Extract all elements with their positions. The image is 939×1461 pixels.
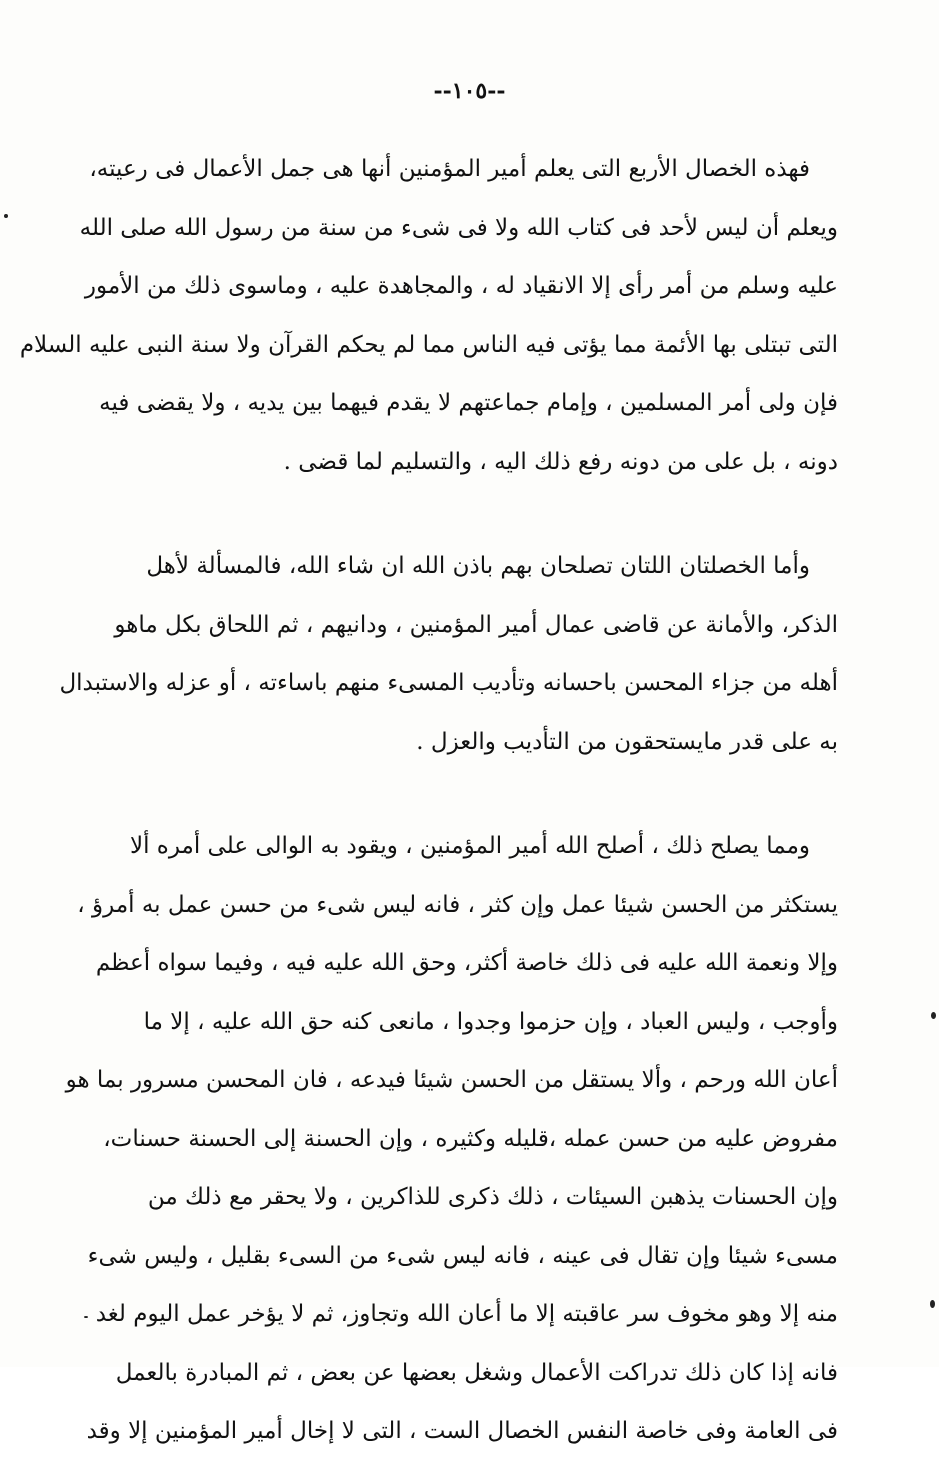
text-line: يستكثر من الحسن شيئا عمل وإن كثر ، فانه ليس شىء من حسن عمل به أمرؤ ،: [77, 891, 838, 918]
text-line: ويعلم أن ليس لأحد فى كتاب الله ولا فى شىء من سنة من رسول الله صلى الله: [79, 214, 838, 241]
text-line: مفروض عليه من حسن عمله ،قليله وكثيره ، وإن الحسنة إلى الحسنة حسنات،: [103, 1125, 838, 1152]
scan-speck: [930, 1300, 935, 1308]
paragraph-spacer: [200, 491, 838, 537]
text-line: عليه وسلم من أمر رأى إلا الانقياد له ، والمجاهدة عليه ، وماسوى ذلك من الأمور: [84, 273, 838, 299]
text-line: فإن ولى أمر المسلمين ، وإمام جماعتهم لا يقدم فيهما بين يديه ، ولا يقضى فيه: [99, 390, 838, 416]
text-line: التى تبتلى بها الأئمة مما يؤتى فيه الناس مما لم يحكم القرآن ولا سنة النبى عليه السلام: [19, 331, 838, 358]
text-line: وأما الخصلتان اللتان تصلحان بهم باذن الله ان شاء الله، فالمسألة لأهل: [146, 553, 810, 579]
body-text: [19, 140, 838, 1461]
text-line: فانه إذا كان ذلك تدراكت الأعمال وشغل بعضها عن بعض ، ثم المبادرة بالعمل: [115, 1359, 838, 1386]
text-line: منه إلا وهو مخوف سر عاقبته إلا ما أعان الله وتجاوز، ثم لا يؤخر عمل اليوم لغد: [95, 1301, 838, 1327]
text-line: الذكر، والأمانة عن قاضى عمال أمير المؤمنين ، ودانيهم ، ثم اللحاق بكل ماهو: [114, 611, 838, 638]
text-line: وأوجب ، وليس العباد ، وإن حزموا وجدوا ، مانعى كنه حق الله عليه ، إلا ما: [143, 1008, 838, 1035]
text-line: فى العامة وفى خاصة النفس الخصال الست ، التى لا إخال أمير المؤمنين إلا وقد: [86, 1418, 838, 1444]
text-line: ومما يصلح ذلك ، أصلح الله أمير المؤمنين ، ويقود به الوالى على أمره ألا: [129, 833, 810, 859]
text-line: أهله من جزاء المحسن باحسانه وتأديب المسىء منهم باساءته ، أو عزله والاستبدال: [59, 670, 838, 696]
scan-speck: [4, 214, 8, 218]
text-line: دونه ، بل على من دونه رفع ذلك اليه ، والتسليم لما قضى .: [283, 448, 838, 475]
scan-speck: [84, 1316, 88, 1318]
text-line: وإن الحسنات يذهبن السيئات ، ذلك ذكرى للذاكرين ، ولا يحقر مع ذلك من: [147, 1184, 838, 1210]
paragraph-2: [59, 537, 838, 771]
paragraph-1: [19, 140, 838, 491]
text-line: به على قدر مايستحقون من التأديب والعزل .: [416, 728, 838, 755]
scan-speck: [931, 1012, 936, 1019]
text-line: أعان الله ورحم ، وألا يستقل من الحسن شيئا فيدعه ، فان المحسن مسرور بما هو: [65, 1067, 838, 1093]
text-line: فهذه الخصال الأربع التى يعلم أمير المؤمنين أنها هى جمل الأعمال فى رعيته،: [89, 156, 810, 182]
paragraph-spacer: [200, 771, 838, 817]
text-line: مسىء شيئا وإن تقال فى عينه ، فانه ليس شىء من السىء بقليل ، وليس شىء: [87, 1242, 838, 1269]
page-number: --١٠٥--: [433, 78, 506, 104]
paragraph-3: [65, 817, 838, 1461]
text-line: وإلا ونعمة الله عليه فى ذلك خاصة أكثر، وحق الله عليه فيه ، وفيما سواه أعظم: [95, 950, 838, 976]
